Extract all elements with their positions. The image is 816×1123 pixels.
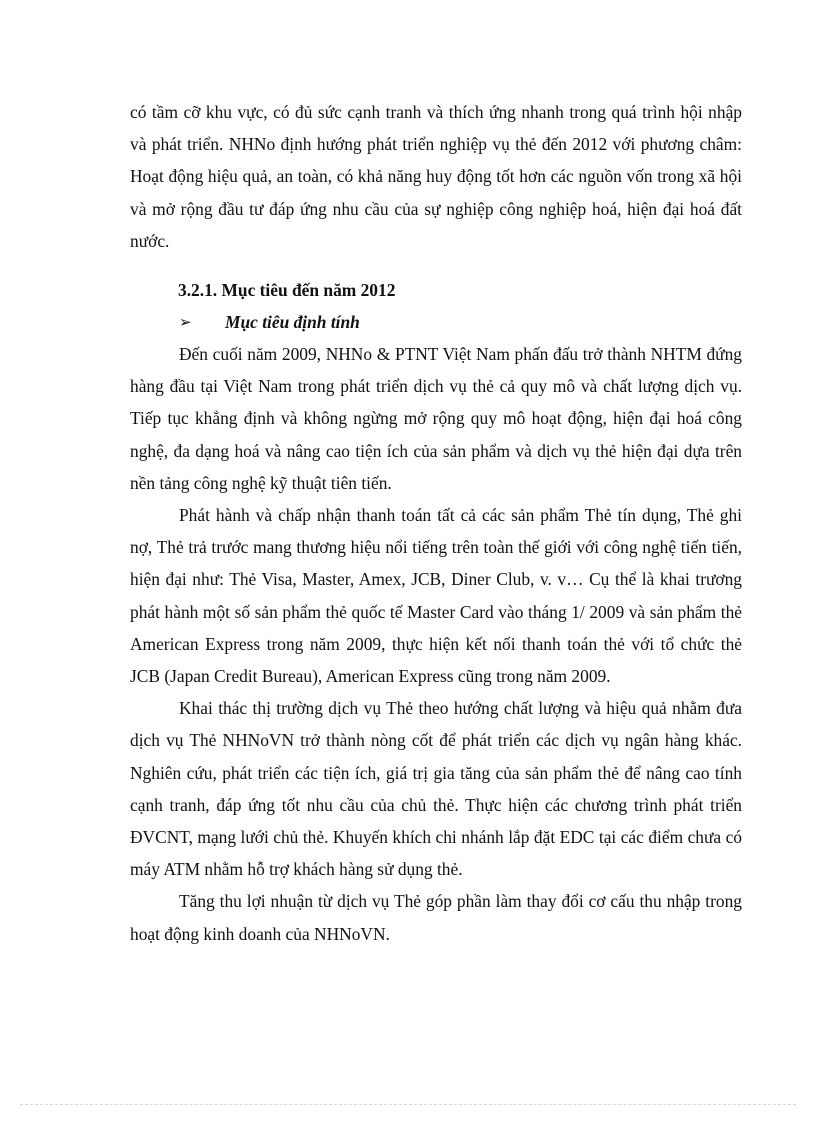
page-bottom-divider — [20, 1104, 796, 1105]
intro-paragraph: có tầm cỡ khu vực, có đủ sức cạnh tranh và thích ứng nhanh trong quá trình hội nhập và phát triển. NHNo định hướng phát triển nghiệp vụ thẻ đến 2012 với phương châm: Hoạt động hiệu quả, an toàn, có khả năng huy động tốt hơn các nguồn vốn trong xã hội và mở rộng đầu tư đáp ứng nhu cầu của sự nghiệp công nghiệp hoá, hiện đại hoá đất nước. — [130, 102, 742, 251]
arrowhead-bullet-icon: ➢ — [179, 313, 192, 332]
body-paragraph-1: Đến cuối năm 2009, NHNo & PTNT Việt Nam phấn đấu trở thành NHTM đứng hàng đầu tại Việt Nam trong phát triển dịch vụ thẻ cả quy mô và chất lượng dịch vụ. Tiếp tục khẳng định và không ngừng mở rộng quy mô hoạt động, hiện đại hoá công nghệ, đa dạng hoá và nâng cao tiện ích của sản phẩm và dịch vụ thẻ hiện đại dựa trên nền tảng công nghệ kỹ thuật tiên tiến. — [130, 344, 742, 493]
body-paragraph-2: Phát hành và chấp nhận thanh toán tất cả các sản phẩm Thẻ tín dụng, Thẻ ghi nợ, Thẻ trả trước mang thương hiệu nổi tiếng trên toàn thế giới với công nghệ tiến tiến, hiện đại như: Thẻ Visa, Master, Amex, JCB, Diner Club, v. v… Cụ thể là khai trương phát hành một số sản phẩm thẻ quốc tế Master Card vào tháng 1/ 2009 và sản phẩm thẻ American Express trong năm 2009, thực hiện kết nối thanh toán thẻ với tổ chức thẻ JCB (Japan Credit Bureau), American Express cũng trong năm 2009. — [130, 505, 742, 687]
body-paragraph-4: Tăng thu lợi nhuận từ dịch vụ Thẻ góp phần làm thay đổi cơ cấu thu nhập trong hoạt động kinh doanh của NHNoVN. — [130, 891, 742, 944]
document-page — [130, 96, 742, 950]
subheading-text: Mục tiêu định tính — [225, 312, 360, 333]
section-heading: 3.2.1. Mục tiêu đến năm 2012 — [178, 280, 396, 301]
body-paragraph-3: Khai thác thị trường dịch vụ Thẻ theo hướng chất lượng và hiệu quả nhằm đưa dịch vụ Thẻ NHNoVN trở thành nòng cốt để phát triển các dịch vụ ngân hàng khác. Nghiên cứu, phát triển các tiện ích, giá trị gia tăng của sản phẩm thẻ để nâng cao tính cạnh tranh, đáp ứng tốt nhu cầu của chủ thẻ. Thực hiện các chương trình phát triển ĐVCNT, mạng lưới chủ thẻ. Khuyến khích chi nhánh lắp đặt EDC tại các điểm chưa có máy ATM nhằm hỗ trợ khách hàng sử dụng thẻ. — [130, 698, 742, 880]
subheading — [179, 306, 742, 338]
